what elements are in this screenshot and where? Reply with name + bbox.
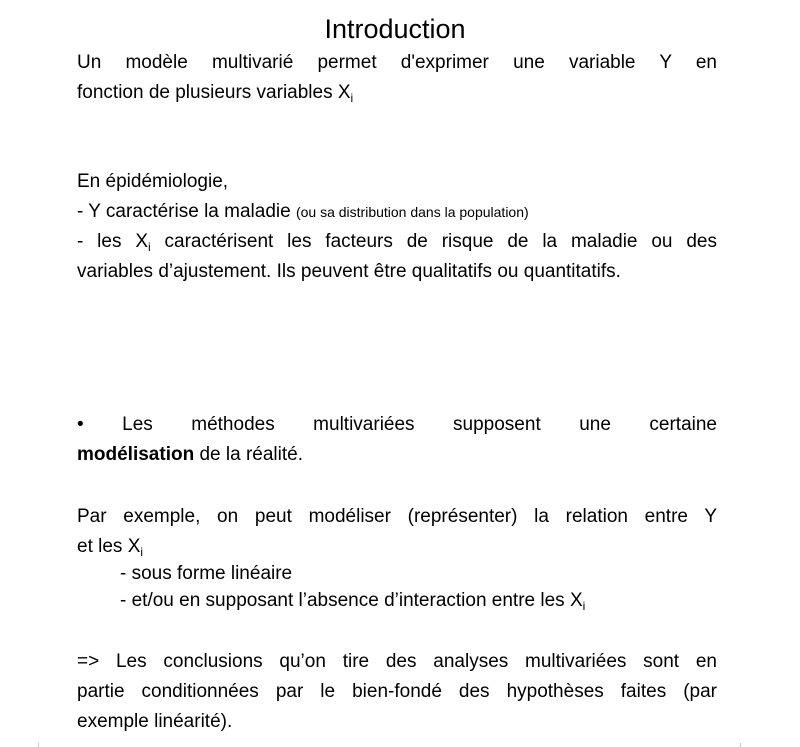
conclusion-paragraph (77, 647, 717, 737)
example-line-1: Par exemple, on peut modéliser (représenter) la relation entre Y (77, 506, 717, 527)
subscript-i: i (582, 599, 586, 613)
subscript-i: i (350, 91, 354, 105)
subscript-i: i (140, 545, 144, 559)
item-y-note: (ou sa distribution dans la population) (295, 204, 529, 220)
conclusion-line-3: exemple linéarité). (77, 711, 233, 732)
page-edge-mark (740, 743, 741, 747)
methods-line-2 (77, 440, 717, 470)
example-bullet-linear: - sous forme linéaire (120, 563, 293, 584)
epidemiology-item-x-line-1 (77, 227, 717, 257)
item-x-post: caractérisent les facteurs de risque de la maladie ou des (150, 231, 717, 252)
subscript-i: i (148, 240, 151, 254)
conclusion-line-2: partie conditionnées par le bien-fondé des hypothèses faites (par (77, 681, 717, 702)
modelisation-bold: modélisation (77, 444, 195, 465)
bullet-interaction-text: - et/ou en supposant l’absence d’interaction entre les X (120, 590, 583, 611)
epidemiology-item-y (77, 197, 717, 227)
epidemiology-intro: En épidémiologie, (77, 171, 229, 192)
epidemiology-paragraph (77, 167, 717, 287)
intro-line-1: Un modèle multivarié permet d'exprimer une variable Y en (77, 52, 717, 73)
intro-line-2 (77, 78, 717, 108)
example-bullets (77, 560, 717, 614)
example-bullet-interaction (77, 587, 717, 614)
epidemiology-item-x-line-2: variables d’ajustement. Ils peuvent être qualitatifs ou quantitatifs. (77, 261, 621, 282)
page-edge-mark (38, 743, 39, 747)
item-y-text: - Y caractérise la maladie (77, 201, 296, 222)
intro-paragraph (77, 48, 717, 108)
page-title: Introduction (324, 14, 466, 44)
example-line-2 (77, 532, 717, 562)
example-paragraph (77, 502, 717, 562)
methods-paragraph (77, 410, 717, 470)
intro-line-2-text: fonction de plusieurs variables X (77, 82, 351, 103)
methods-line-1: • Les méthodes multivariées supposent une certaine (77, 414, 717, 435)
conclusion-line-1: => Les conclusions qu’on tire des analyses multivariées sont en (77, 651, 717, 672)
methods-line-2-rest: de la réalité. (194, 444, 303, 465)
example-line-2-text: et les X (77, 536, 141, 557)
item-x-pre: - les X (77, 231, 148, 252)
